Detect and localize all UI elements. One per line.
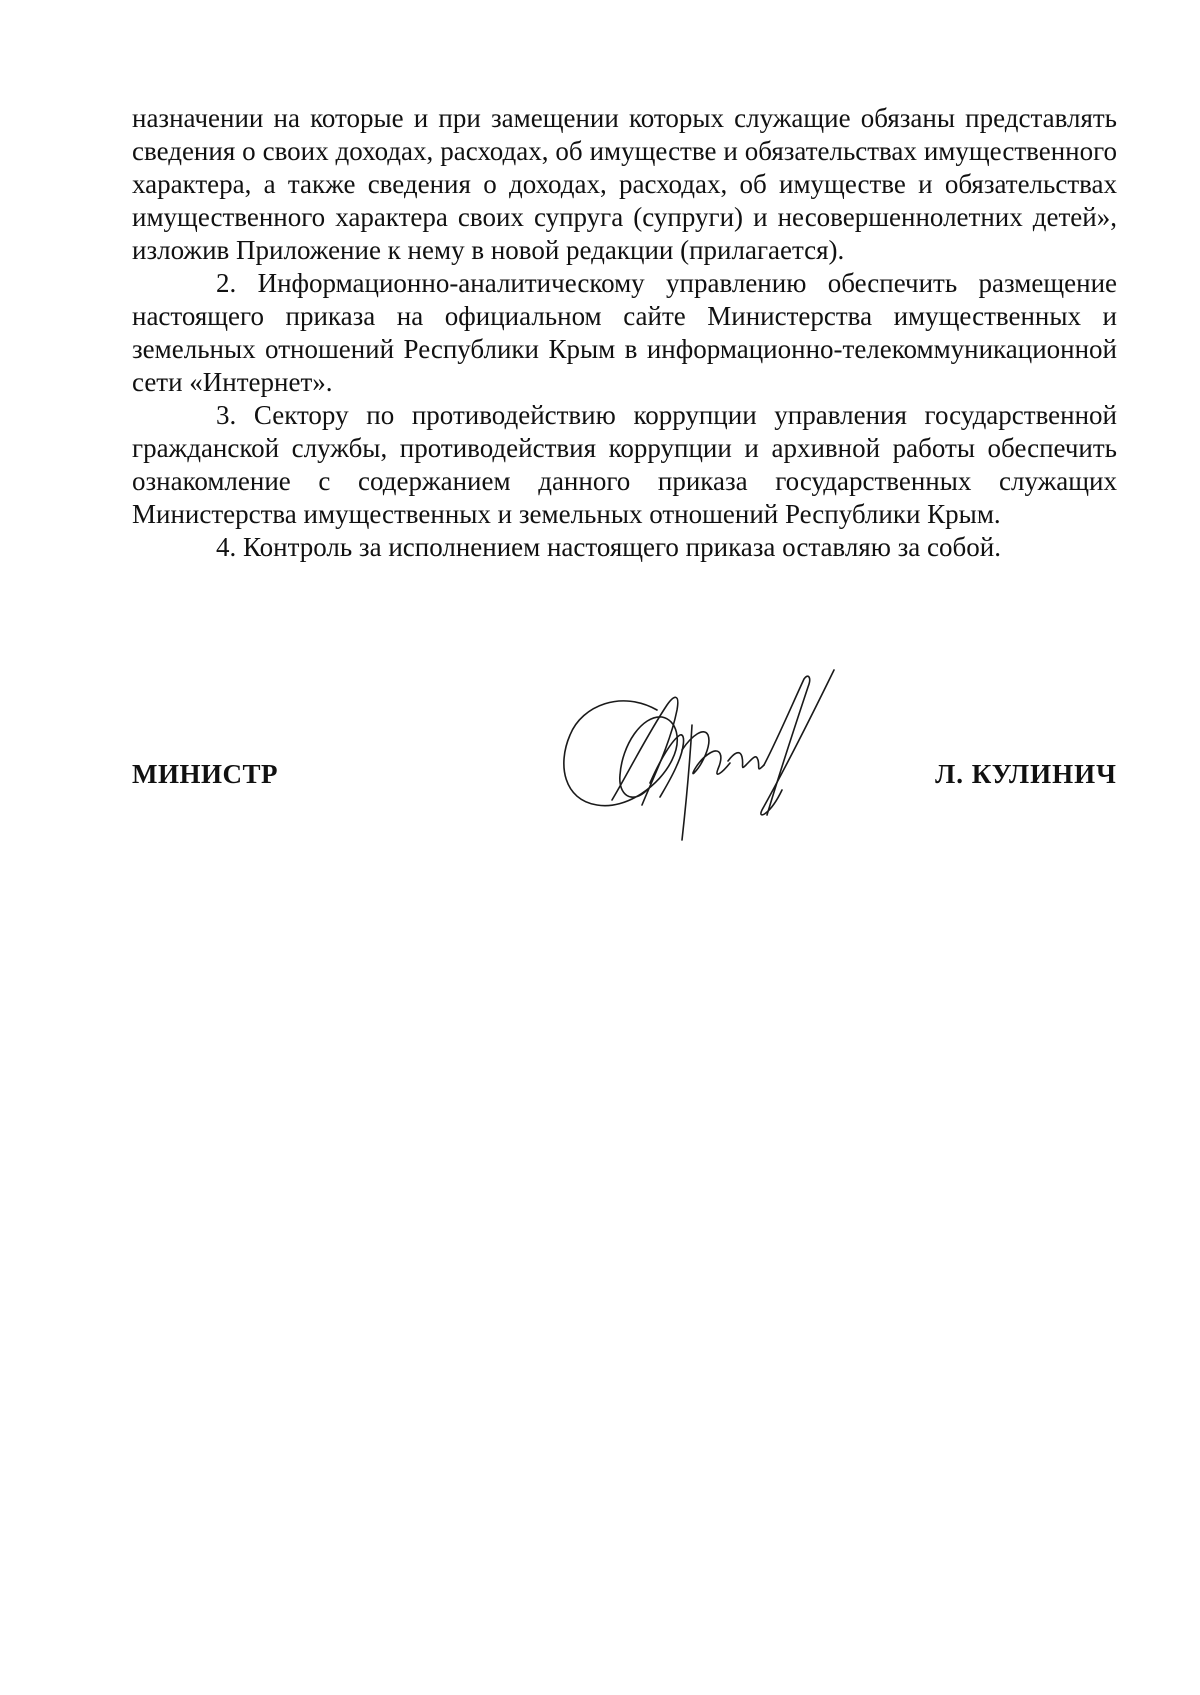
- handwritten-signature-icon: [542, 665, 882, 855]
- document-body: [132, 102, 1117, 564]
- paragraph-item-4: 4. Контроль за исполнением настоящего приказа оставляю за собой.: [216, 532, 1001, 562]
- paragraph-continuation: назначении на которые и при замещении которых служащие обязаны представлять сведения о своих доходах, расходах, об имуществе и обязательствах имущественного характера, а также сведения о доходах, расходах, об имуществе и обязательствах имущественного характера своих супруга (супруги) и несовершеннолетних детей», изложив Приложение к нему в новой редакции (прилагается).: [132, 103, 1117, 265]
- paragraph-item-2: 2. Информационно-аналитическому управлению обеспечить размещение настоящего приказа на официальном сайте Министерства имущественных и земельных отношений Республики Крым в информационно-телекоммуникационной сети «Интернет».: [132, 268, 1117, 397]
- signer-name: Л. КУЛИНИЧ: [935, 759, 1117, 789]
- signature-block: [132, 665, 1117, 855]
- position-title: МИНИСТР: [132, 759, 278, 789]
- paragraph-item-3: 3. Сектору по противодействию коррупции управления государственной гражданской службы, противодействия коррупции и архивной работы обеспечить ознакомление с содержанием данного приказа государственных служащих Министерства имущественных и земельных отношений Республики Крым.: [132, 400, 1117, 529]
